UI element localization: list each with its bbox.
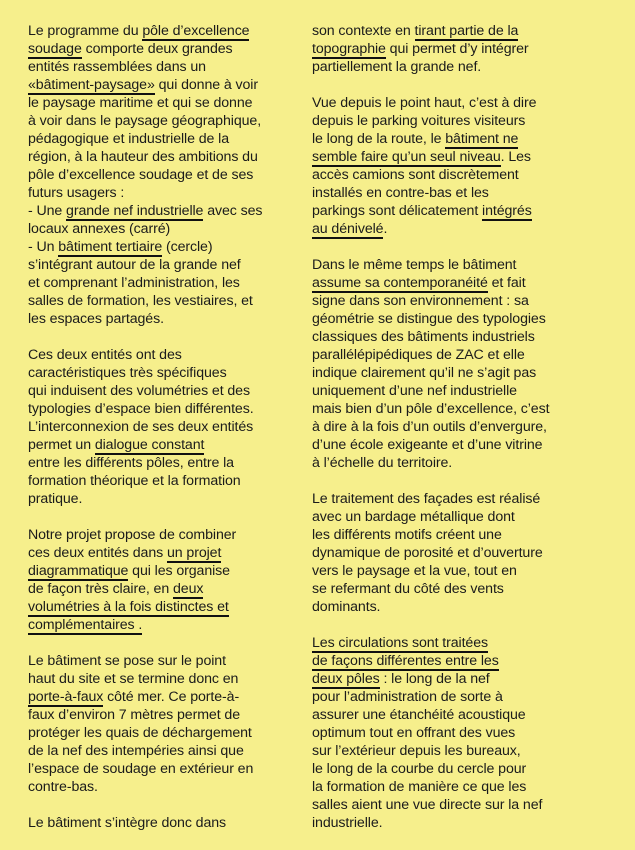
text-line [312, 508, 592, 526]
text-segment: se refermant du côté des vents [312, 581, 504, 597]
text-line [28, 778, 298, 796]
text-segment: protéger les quais de déchargement [28, 725, 252, 741]
text-segment: caractéristiques très spécifiques [28, 365, 227, 381]
text-line [28, 526, 298, 544]
text-line [28, 400, 298, 418]
text-line [28, 76, 298, 94]
underlined-phrase: porte-à-faux [28, 689, 104, 705]
text-segment: . Les [500, 149, 531, 165]
text-segment: comporte deux grandes [81, 41, 233, 57]
underlined-phrase: grande nef industrielle [66, 203, 204, 219]
text-line [312, 760, 592, 778]
text-segment: les différents motifs créent une [312, 527, 502, 543]
paragraph [28, 526, 298, 634]
text-segment: région, à la hauteur des ambitions du [28, 149, 258, 165]
text-segment: pratique. [28, 491, 83, 507]
text-line [312, 58, 592, 76]
text-line [312, 490, 592, 508]
text-segment: pôle d’excellence soudage et de ses [28, 167, 254, 183]
text-line [28, 580, 298, 598]
text-segment: partiellement la grande nef. [312, 59, 482, 75]
text-segment: industrielle. [312, 815, 383, 831]
text-line [28, 166, 298, 184]
text-segment: salles de formation, les vestiaires, et [28, 293, 253, 309]
text-line [312, 310, 592, 328]
text-line [28, 760, 298, 778]
underlined-phrase: assume sa contemporanéité [312, 275, 488, 291]
text-line [28, 418, 298, 436]
text-segment: et comprenant l’administration, les [28, 275, 240, 291]
text-line [312, 256, 592, 274]
text-segment: le paysage maritime et qui se donne [28, 95, 253, 111]
text-segment: accès camions sont discrètement [312, 167, 519, 183]
text-line [312, 274, 592, 292]
text-line [312, 22, 592, 40]
text-line [312, 220, 592, 238]
text-line [28, 292, 298, 310]
text-segment: entre les différents pôles, entre la [28, 455, 234, 471]
text-line [28, 40, 298, 58]
text-line [28, 130, 298, 148]
text-line [28, 274, 298, 292]
paragraph [312, 22, 592, 76]
text-line [312, 706, 592, 724]
text-segment: : le long de la nef [379, 671, 490, 687]
text-segment: vers le paysage et la vue, tout en [312, 563, 517, 579]
text-segment: assurer une étanchéité acoustique [312, 707, 526, 723]
text-segment: parallélépipédiques de ZAC et elle [312, 347, 525, 363]
text-line [28, 436, 298, 454]
text-line [312, 202, 592, 220]
text-segment: installés en contre-bas et les [312, 185, 489, 201]
text-segment: signe dans son environnement : sa [312, 293, 529, 309]
text-segment: les espaces partagés. [28, 311, 164, 327]
text-segment: qui permet d’y intégrer [385, 41, 529, 57]
underlined-phrase: deux [172, 581, 204, 597]
text-segment: typologies d’espace bien différentes. [28, 401, 254, 417]
text-segment: Le programme du [28, 23, 143, 39]
text-segment: formation théorique et la formation [28, 473, 241, 489]
text-line [312, 418, 592, 436]
text-line [312, 328, 592, 346]
text-line [28, 814, 298, 832]
text-segment: le long de la courbe du cercle pour [312, 761, 527, 777]
text-segment: s’intégrant autour de la grande nef [28, 257, 241, 273]
underlined-phrase: de façons différentes entre les [312, 653, 499, 669]
text-segment: optimum tout en offrant des vues [312, 725, 516, 741]
text-line [312, 778, 592, 796]
text-line [28, 706, 298, 724]
text-segment: Vue depuis le point haut, c’est à dire [312, 95, 537, 111]
text-line [312, 634, 592, 652]
text-line [312, 184, 592, 202]
text-line [28, 598, 298, 616]
left-text-column [28, 22, 298, 850]
right-text-column [312, 22, 592, 850]
text-line [312, 598, 592, 616]
text-line [28, 616, 298, 634]
underlined-phrase: topographie [312, 41, 386, 57]
paragraph [312, 490, 592, 616]
text-segment: faux d’environ 7 mètres permet de [28, 707, 240, 723]
text-line [312, 400, 592, 418]
text-line [312, 796, 592, 814]
underlined-phrase: diagrammatique [28, 563, 129, 579]
text-line [28, 364, 298, 382]
underlined-phrase: bâtiment tertiaire [58, 239, 163, 255]
underlined-phrase: «bâtiment-paysage» [28, 77, 155, 93]
text-line [312, 688, 592, 706]
underlined-phrase: bâtiment ne [445, 131, 519, 147]
underlined-phrase: semble faire qu’un seul niveau [312, 149, 501, 165]
text-segment: parkings sont délicatement [312, 203, 483, 219]
text-line [28, 22, 298, 40]
text-segment: le long de la route, le [312, 131, 446, 147]
text-line [312, 130, 592, 148]
text-segment: Le bâtiment se pose sur le point [28, 653, 226, 669]
underlined-phrase: intégrés [482, 203, 532, 219]
text-segment: futurs usagers : [28, 185, 125, 201]
text-segment: qui induisent des volumétries et des [28, 383, 250, 399]
text-segment: - Un [28, 239, 59, 255]
text-line [312, 148, 592, 166]
paragraph [28, 652, 298, 796]
text-line [28, 256, 298, 274]
underlined-phrase: Les circulations sont traitées [312, 635, 489, 651]
text-segment: uniquement d’une nef industrielle [312, 383, 517, 399]
text-segment: avec ses [203, 203, 263, 219]
underlined-phrase: complémentaires . [28, 617, 143, 633]
text-line [28, 652, 298, 670]
text-segment: de façon très claire, en [28, 581, 173, 597]
text-segment: pour l’administration de sorte à [312, 689, 503, 705]
text-line [312, 814, 592, 832]
text-line [312, 580, 592, 598]
text-segment: à voir dans le paysage géographique, [28, 113, 262, 129]
text-line [28, 148, 298, 166]
text-segment: entités rassemblées dans un [28, 59, 206, 75]
underlined-phrase: soudage [28, 41, 82, 57]
paragraph [28, 346, 298, 508]
text-line [312, 454, 592, 472]
underlined-phrase: tirant partie de la [414, 23, 519, 39]
underlined-phrase: dialogue constant [94, 437, 205, 453]
text-segment: son contexte en [312, 23, 415, 39]
text-line [312, 526, 592, 544]
text-line [312, 724, 592, 742]
text-line [28, 742, 298, 760]
text-segment: Le traitement des façades est réalisé [312, 491, 541, 507]
paragraph [28, 22, 298, 328]
text-segment: avec un bardage métallique dont [312, 509, 515, 525]
text-line [312, 652, 592, 670]
text-line [28, 724, 298, 742]
text-line [28, 688, 298, 706]
text-segment: contre-bas. [28, 779, 98, 795]
text-segment: L’interconnexion de ses deux entités [28, 419, 254, 435]
text-line [312, 562, 592, 580]
text-segment: géométrie se distingue des typologies [312, 311, 546, 327]
text-segment: Le bâtiment s’intègre donc dans [28, 815, 227, 831]
text-line [312, 382, 592, 400]
text-line [312, 742, 592, 760]
text-line [28, 490, 298, 508]
text-line [28, 670, 298, 688]
text-line [312, 670, 592, 688]
text-segment: à l’échelle du territoire. [312, 455, 453, 471]
underlined-phrase: au dénivelé [312, 221, 384, 237]
text-segment: locaux annexes (carré) [28, 221, 171, 237]
text-segment: classiques des bâtiments industriels [312, 329, 535, 345]
text-line [28, 220, 298, 238]
text-segment: haut du site et se termine donc en [28, 671, 239, 687]
text-line [28, 454, 298, 472]
text-segment: - Une [28, 203, 67, 219]
text-segment: (cercle) [162, 239, 213, 255]
text-line [312, 436, 592, 454]
text-segment: Dans le même temps le bâtiment [312, 257, 517, 273]
text-line [312, 292, 592, 310]
text-line [312, 112, 592, 130]
text-line [28, 238, 298, 256]
text-segment: indique clairement qu’il ne s’agit pas [312, 365, 537, 381]
text-segment: à dire à la fois d’un outils d’envergure, [312, 419, 547, 435]
text-line [28, 184, 298, 202]
text-segment: . [383, 221, 388, 237]
text-segment: pédagogique et industrielle de la [28, 131, 229, 147]
text-line [28, 112, 298, 130]
text-segment: de la nef des intempéries ainsi que [28, 743, 244, 759]
text-segment: Ces deux entités ont des [28, 347, 182, 363]
text-segment: l’espace de soudage en extérieur en [28, 761, 254, 777]
text-segment: d’une école exigeante et d’une vitrine [312, 437, 543, 453]
text-segment: Notre projet propose de combiner [28, 527, 237, 543]
text-segment: côté mer. Ce porte-à- [103, 689, 240, 705]
text-line [28, 472, 298, 490]
text-line [28, 544, 298, 562]
text-segment: qui les organise [128, 563, 230, 579]
text-line [28, 346, 298, 364]
text-segment: depuis le parking voitures visiteurs [312, 113, 526, 129]
text-segment: et fait [487, 275, 526, 291]
paragraph [312, 634, 592, 832]
text-line [28, 382, 298, 400]
text-segment: permet un [28, 437, 95, 453]
text-segment: qui donne à voir [154, 77, 258, 93]
text-segment: ces deux entités dans [28, 545, 167, 561]
text-segment: la formation de manière ce que les [312, 779, 527, 795]
text-line [312, 94, 592, 112]
text-line [28, 58, 298, 76]
text-line [312, 346, 592, 364]
text-line [312, 544, 592, 562]
underlined-phrase: pôle d’excellence [142, 23, 250, 39]
text-line [28, 310, 298, 328]
text-line [28, 202, 298, 220]
text-line [28, 94, 298, 112]
paragraph [312, 94, 592, 238]
text-segment: dynamique de porosité et d’ouverture [312, 545, 543, 561]
underlined-phrase: volumétries à la fois distinctes et [28, 599, 229, 615]
text-segment: salles aient une vue directe sur la nef [312, 797, 543, 813]
underlined-phrase: un projet [166, 545, 222, 561]
text-segment: dominants. [312, 599, 381, 615]
text-line [312, 364, 592, 382]
text-segment: sur l’extérieur depuis les bureaux, [312, 743, 521, 759]
underlined-phrase: deux pôles [312, 671, 380, 687]
text-line [312, 40, 592, 58]
paragraph [28, 814, 298, 832]
text-segment: mais bien d’un pôle d’excellence, c’est [312, 401, 550, 417]
paragraph [312, 256, 592, 472]
text-line [312, 166, 592, 184]
text-line [28, 562, 298, 580]
